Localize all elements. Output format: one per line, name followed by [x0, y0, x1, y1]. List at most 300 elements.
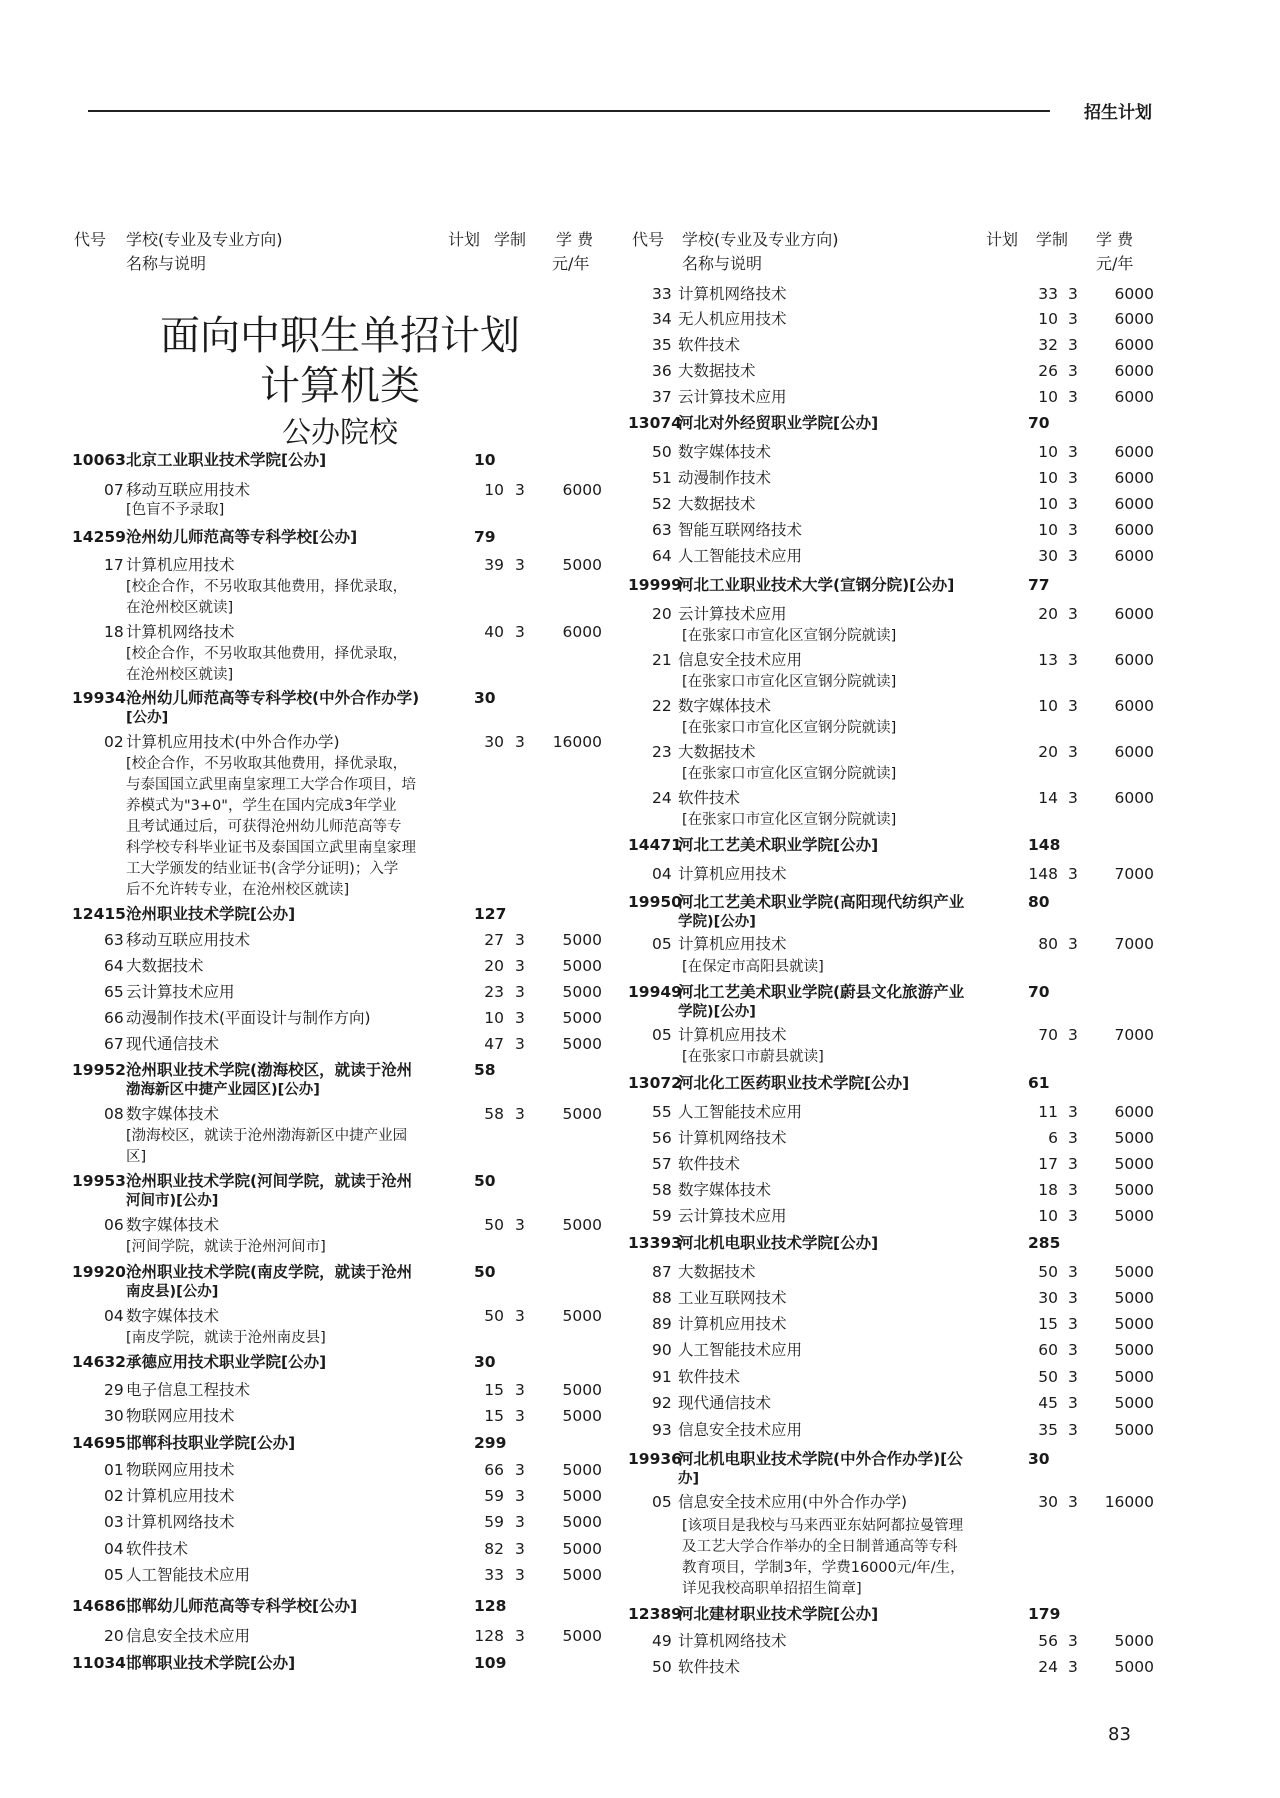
- major-plan: 10: [1038, 310, 1058, 328]
- major-name: 计算机应用技术: [126, 556, 235, 574]
- major-years: 3: [1068, 547, 1078, 565]
- major-plan: 20: [1038, 605, 1058, 623]
- school-name: 邯郸职业技术学院[公办]: [126, 1654, 296, 1672]
- major-code: 24: [652, 789, 672, 807]
- major-fee: 5000: [562, 1105, 602, 1123]
- major-years: 3: [515, 1540, 525, 1558]
- major-years: 3: [1068, 1181, 1078, 1199]
- major-fee: 7000: [1114, 865, 1154, 883]
- major-code: 88: [652, 1289, 672, 1307]
- major-years: 3: [1068, 1315, 1078, 1333]
- major-code: 50: [652, 443, 672, 461]
- school-code: 19920: [72, 1263, 126, 1281]
- school-name: 河北机电职业技术学院[公办]: [678, 1234, 879, 1252]
- major-fee: 5000: [562, 931, 602, 949]
- note-line: 学院)[公办]: [678, 914, 756, 930]
- major-years: 3: [1068, 362, 1078, 380]
- major-code: 04: [104, 1540, 124, 1558]
- major-fee: 16000: [552, 733, 602, 751]
- major-years: 3: [1068, 1207, 1078, 1225]
- major-name: 计算机应用技术: [678, 1315, 787, 1333]
- major-fee: 5000: [1114, 1315, 1154, 1333]
- major-code: 05: [652, 1493, 672, 1511]
- major-years: 3: [515, 1009, 525, 1027]
- school-name: 邯郸幼儿师范高等专科学校[公办]: [126, 1597, 358, 1615]
- major-fee: 6000: [1114, 651, 1154, 669]
- major-name: 信息安全技术应用(中外合作办学): [678, 1493, 908, 1511]
- school-plan: 70: [1028, 414, 1050, 432]
- major-plan: 80: [1038, 935, 1058, 953]
- header-fee-line1: 学 费: [556, 230, 594, 249]
- major-name: 数字媒体技术: [126, 1105, 220, 1123]
- school-code: 14695: [72, 1434, 126, 1452]
- school-plan: 30: [474, 689, 496, 707]
- major-name: 人工智能技术应用: [126, 1566, 251, 1584]
- school-plan: 80: [1028, 893, 1050, 911]
- major-name: 数字媒体技术: [126, 1216, 220, 1234]
- school-plan: 285: [1028, 1234, 1061, 1252]
- school-plan: 127: [474, 905, 507, 923]
- note-line: [河间学院，就读于沧州河间市]: [126, 1239, 326, 1255]
- header-school-line1: 学校(专业及专业方向): [126, 230, 283, 249]
- major-name: 物联网应用技术: [126, 1461, 235, 1479]
- major-name: 人工智能技术应用: [678, 1103, 803, 1121]
- note-line: [公办]: [126, 710, 169, 726]
- major-years: 3: [1068, 1155, 1078, 1173]
- major-plan: 70: [1038, 1026, 1058, 1044]
- school-code: 14632: [72, 1353, 126, 1371]
- school-name: 河北化工医药职业技术学院[公办]: [678, 1074, 910, 1092]
- major-years: 3: [515, 1487, 525, 1505]
- major-name: 云计算技术应用: [678, 605, 787, 623]
- major-name: 软件技术: [678, 1155, 741, 1173]
- page-number: 83: [1108, 1724, 1131, 1745]
- major-name: 工业互联网技术: [678, 1289, 787, 1307]
- major-plan: 11: [1038, 1103, 1058, 1121]
- note-line: 渤海新区中捷产业园区)[公办]: [126, 1082, 320, 1098]
- note-line: 且考试通过后，可获得沧州幼儿师范高等专: [126, 819, 402, 835]
- note-line: 南皮县)[公办]: [126, 1284, 219, 1300]
- major-plan: 30: [1038, 1289, 1058, 1307]
- major-years: 3: [515, 1461, 525, 1479]
- major-code: 52: [652, 495, 672, 513]
- school-plan: 61: [1028, 1074, 1050, 1092]
- school-name: 沧州幼儿师范高等专科学校[公办]: [126, 528, 358, 546]
- header-plan: 计划: [448, 230, 481, 249]
- major-fee: 5000: [562, 1381, 602, 1399]
- note-line: 养模式为"3+0"，学生在国内完成3年学业: [126, 798, 397, 814]
- major-plan: 82: [484, 1540, 504, 1558]
- major-years: 3: [1068, 469, 1078, 487]
- note-line: 与泰国国立武里南皇家理工大学合作项目，培: [126, 777, 416, 793]
- major-years: 3: [1068, 1289, 1078, 1307]
- school-plan: 70: [1028, 983, 1050, 1001]
- note-line: [在张家口市宣化区宣钢分院就读]: [682, 720, 897, 736]
- major-fee: 6000: [1114, 605, 1154, 623]
- school-code: 14471: [628, 836, 682, 854]
- major-years: 3: [1068, 336, 1078, 354]
- major-plan: 60: [1038, 1341, 1058, 1359]
- major-code: 04: [104, 1307, 124, 1325]
- major-years: 3: [1068, 697, 1078, 715]
- major-plan: 15: [484, 1381, 504, 1399]
- note-line: [在张家口市宣化区宣钢分院就读]: [682, 628, 897, 644]
- major-code: 67: [104, 1035, 124, 1053]
- major-plan: 20: [484, 957, 504, 975]
- major-fee: 6000: [1114, 362, 1154, 380]
- major-code: 63: [652, 521, 672, 539]
- major-name: 计算机网络技术: [678, 1129, 787, 1147]
- school-code: 13072: [628, 1074, 682, 1092]
- major-name: 云计算技术应用: [126, 983, 235, 1001]
- major-name: 信息安全技术应用: [678, 1421, 803, 1439]
- school-plan: 179: [1028, 1605, 1061, 1623]
- school-plan: 148: [1028, 836, 1061, 854]
- major-name: 动漫制作技术: [678, 469, 772, 487]
- major-name: 数字媒体技术: [678, 443, 772, 461]
- major-fee: 5000: [562, 1035, 602, 1053]
- major-code: 50: [652, 1658, 672, 1676]
- major-name: 电子信息工程技术: [126, 1381, 251, 1399]
- major-name: 信息安全技术应用: [126, 1627, 251, 1645]
- major-fee: 6000: [1114, 285, 1154, 303]
- note-line: [校企合作，不另收取其他费用，择优录取，: [126, 579, 408, 595]
- major-fee: 6000: [562, 623, 602, 641]
- major-years: 3: [515, 1035, 525, 1053]
- major-years: 3: [1068, 1263, 1078, 1281]
- school-name: 沧州职业技术学院(河间学院，就读于沧州: [126, 1172, 413, 1190]
- major-code: 07: [104, 481, 124, 499]
- note-line: 工大学颁发的结业证书(含学分证明)；入学: [126, 861, 399, 877]
- school-code: 12415: [72, 905, 126, 923]
- major-fee: 6000: [1114, 469, 1154, 487]
- major-fee: 5000: [562, 1566, 602, 1584]
- major-plan: 20: [1038, 743, 1058, 761]
- major-code: 87: [652, 1263, 672, 1281]
- school-name: 北京工业职业技术学院[公办]: [126, 451, 327, 469]
- school-code: 19952: [72, 1061, 126, 1079]
- major-name: 数字媒体技术: [678, 1181, 772, 1199]
- school-name: 承德应用技术职业学院[公办]: [126, 1353, 327, 1371]
- category-title: 计算机类: [260, 363, 420, 409]
- major-fee: 5000: [562, 1009, 602, 1027]
- major-name: 物联网应用技术: [126, 1407, 235, 1425]
- major-code: 02: [104, 733, 124, 751]
- major-name: 数字媒体技术: [678, 697, 772, 715]
- major-plan: 26: [1038, 362, 1058, 380]
- school-plan: 50: [474, 1172, 496, 1190]
- major-fee: 6000: [1114, 310, 1154, 328]
- major-code: 29: [104, 1381, 124, 1399]
- major-plan: 33: [484, 1566, 504, 1584]
- major-code: 02: [104, 1487, 124, 1505]
- major-years: 3: [515, 1513, 525, 1531]
- school-name: 河北工艺美术职业学院(高阳现代纺织产业: [678, 893, 965, 911]
- major-years: 3: [515, 556, 525, 574]
- major-years: 3: [515, 983, 525, 1001]
- major-fee: 5000: [1114, 1263, 1154, 1281]
- note-line: 办]: [678, 1471, 700, 1487]
- school-code: 14686: [72, 1597, 126, 1615]
- major-name: 软件技术: [678, 336, 741, 354]
- major-code: 33: [652, 285, 672, 303]
- major-fee: 6000: [562, 481, 602, 499]
- major-years: 3: [1068, 1368, 1078, 1386]
- note-line: [在张家口市宣化区宣钢分院就读]: [682, 766, 897, 782]
- school-plan: 30: [474, 1353, 496, 1371]
- school-name: 邯郸科技职业学院[公办]: [126, 1434, 296, 1452]
- school-name: 沧州幼儿师范高等专科学校(中外合作办学): [126, 689, 420, 707]
- school-code: 19999: [628, 576, 682, 594]
- major-code: 65: [104, 983, 124, 1001]
- major-plan: 10: [1038, 495, 1058, 513]
- major-fee: 5000: [562, 1307, 602, 1325]
- school-name: 河北建材职业技术学院[公办]: [678, 1605, 879, 1623]
- major-code: 64: [104, 957, 124, 975]
- major-plan: 10: [1038, 469, 1058, 487]
- major-years: 3: [515, 733, 525, 751]
- major-years: 3: [1068, 388, 1078, 406]
- note-line: 在沧州校区就读]: [126, 667, 234, 683]
- major-fee: 5000: [562, 556, 602, 574]
- major-years: 3: [515, 481, 525, 499]
- major-fee: 5000: [1114, 1394, 1154, 1412]
- major-plan: 17: [1038, 1155, 1058, 1173]
- major-plan: 30: [1038, 547, 1058, 565]
- major-fee: 5000: [562, 983, 602, 1001]
- major-name: 云计算技术应用: [678, 388, 787, 406]
- major-code: 34: [652, 310, 672, 328]
- note-line: [南皮学院，就读于沧州南皮县]: [126, 1330, 326, 1346]
- major-years: 3: [1068, 1026, 1078, 1044]
- header-rule: [88, 110, 1050, 112]
- major-name: 现代通信技术: [678, 1394, 772, 1412]
- school-code: 13393: [628, 1234, 682, 1252]
- major-years: 3: [515, 623, 525, 641]
- major-code: 58: [652, 1181, 672, 1199]
- major-code: 59: [652, 1207, 672, 1225]
- major-code: 17: [104, 556, 124, 574]
- major-years: 3: [1068, 285, 1078, 303]
- school-code: 19950: [628, 893, 682, 911]
- major-years: 3: [515, 1627, 525, 1645]
- major-fee: 6000: [1114, 443, 1154, 461]
- major-name: 人工智能技术应用: [678, 1341, 803, 1359]
- major-fee: 6000: [1114, 336, 1154, 354]
- major-fee: 5000: [1114, 1155, 1154, 1173]
- header-school-line2: 名称与说明: [126, 254, 207, 273]
- major-plan: 10: [484, 481, 504, 499]
- major-code: 89: [652, 1315, 672, 1333]
- major-fee: 5000: [1114, 1289, 1154, 1307]
- major-name: 软件技术: [678, 1658, 741, 1676]
- major-fee: 7000: [1114, 1026, 1154, 1044]
- major-plan: 23: [484, 983, 504, 1001]
- major-code: 30: [104, 1407, 124, 1425]
- note-line: 在沧州校区就读]: [126, 600, 234, 616]
- major-fee: 6000: [1114, 1103, 1154, 1121]
- major-years: 3: [1068, 1421, 1078, 1439]
- note-line: [在张家口市蔚县就读]: [682, 1049, 824, 1065]
- note-line: [渤海校区，就读于沧州渤海新区中捷产业园: [126, 1128, 408, 1144]
- major-name: 现代通信技术: [126, 1035, 220, 1053]
- major-name: 计算机网络技术: [678, 1632, 787, 1650]
- major-plan: 27: [484, 931, 504, 949]
- major-name: 移动互联应用技术: [126, 481, 251, 499]
- header-plan: 计划: [986, 230, 1019, 249]
- major-plan: 10: [1038, 388, 1058, 406]
- major-code: 35: [652, 336, 672, 354]
- major-code: 37: [652, 388, 672, 406]
- major-fee: 16000: [1104, 1493, 1154, 1511]
- header-fee-line2: 元/年: [1096, 254, 1134, 273]
- major-code: 08: [104, 1105, 124, 1123]
- major-plan: 47: [484, 1035, 504, 1053]
- school-name: 沧州职业技术学院(南皮学院，就读于沧州: [126, 1263, 413, 1281]
- note-line: 及工艺大学合作举办的全日制普通高等专科: [682, 1539, 958, 1555]
- major-plan: 15: [1038, 1315, 1058, 1333]
- header-years: 学制: [1036, 230, 1069, 249]
- major-fee: 5000: [1114, 1368, 1154, 1386]
- header-school-line1: 学校(专业及专业方向): [682, 230, 839, 249]
- major-name: 计算机应用技术: [678, 865, 787, 883]
- major-plan: 18: [1038, 1181, 1058, 1199]
- major-fee: 5000: [562, 1216, 602, 1234]
- school-name: 河北对外经贸职业学院[公办]: [678, 414, 879, 432]
- major-code: 04: [652, 865, 672, 883]
- major-plan: 10: [1038, 521, 1058, 539]
- school-plan: 299: [474, 1434, 507, 1452]
- major-fee: 5000: [562, 1487, 602, 1505]
- school-name: 河北工业职业技术大学(宣钢分院)[公办]: [678, 576, 955, 594]
- major-fee: 5000: [562, 1407, 602, 1425]
- major-years: 3: [1068, 1658, 1078, 1676]
- major-years: 3: [1068, 605, 1078, 623]
- major-plan: 59: [484, 1487, 504, 1505]
- major-name: 计算机应用技术: [678, 935, 787, 953]
- major-years: 3: [515, 957, 525, 975]
- major-plan: 10: [1038, 697, 1058, 715]
- major-fee: 6000: [1114, 388, 1154, 406]
- header-years: 学制: [494, 230, 527, 249]
- school-code: 14259: [72, 528, 126, 546]
- major-fee: 6000: [1114, 789, 1154, 807]
- major-plan: 10: [1038, 443, 1058, 461]
- major-name: 计算机应用技术: [126, 1487, 235, 1505]
- major-name: 移动互联应用技术: [126, 931, 251, 949]
- note-line: 河间市)[公办]: [126, 1193, 219, 1209]
- major-plan: 30: [1038, 1493, 1058, 1511]
- major-plan: 13: [1038, 651, 1058, 669]
- major-name: 大数据技术: [678, 1263, 756, 1281]
- major-fee: 5000: [1114, 1129, 1154, 1147]
- major-fee: 6000: [1114, 547, 1154, 565]
- school-plan: 50: [474, 1263, 496, 1281]
- major-years: 3: [515, 1216, 525, 1234]
- major-name: 计算机网络技术: [126, 623, 235, 641]
- school-name: 河北工艺美术职业学院(蔚县文化旅游产业: [678, 983, 965, 1001]
- major-code: 63: [104, 931, 124, 949]
- major-code: 20: [104, 1627, 124, 1645]
- major-fee: 5000: [1114, 1658, 1154, 1676]
- school-plan: 79: [474, 528, 496, 546]
- note-line: 科学校专科毕业证书及泰国国立武里南皇家理: [126, 840, 416, 856]
- major-name: 计算机网络技术: [678, 285, 787, 303]
- school-name: 沧州职业技术学院(渤海校区，就读于沧州: [126, 1061, 413, 1079]
- major-fee: 6000: [1114, 521, 1154, 539]
- school-plan: 109: [474, 1654, 507, 1672]
- major-name: 大数据技术: [126, 957, 204, 975]
- major-years: 3: [515, 1566, 525, 1584]
- header-code: 代号: [632, 230, 665, 249]
- major-name: 大数据技术: [678, 743, 756, 761]
- note-line: [校企合作，不另收取其他费用，择优录取，: [126, 756, 408, 772]
- major-code: 06: [104, 1216, 124, 1234]
- major-plan: 40: [484, 623, 504, 641]
- major-plan: 50: [484, 1307, 504, 1325]
- major-name: 无人机应用技术: [678, 310, 787, 328]
- school-plan: 77: [1028, 576, 1050, 594]
- major-fee: 5000: [562, 1540, 602, 1558]
- major-plan: 6: [1048, 1129, 1058, 1147]
- major-years: 3: [1068, 1341, 1078, 1359]
- major-plan: 35: [1038, 1421, 1058, 1439]
- major-fee: 5000: [1114, 1181, 1154, 1199]
- school-name: 河北工艺美术职业学院[公办]: [678, 836, 879, 854]
- major-code: 91: [652, 1368, 672, 1386]
- major-plan: 58: [484, 1105, 504, 1123]
- school-plan: 30: [1028, 1450, 1050, 1468]
- major-fee: 5000: [562, 1627, 602, 1645]
- major-name: 数字媒体技术: [126, 1307, 220, 1325]
- major-fee: 6000: [1114, 743, 1154, 761]
- school-code: 19936: [628, 1450, 682, 1468]
- note-line: [色盲不予录取]: [126, 502, 225, 518]
- major-fee: 5000: [562, 957, 602, 975]
- major-years: 3: [515, 1407, 525, 1425]
- major-code: 21: [652, 651, 672, 669]
- major-code: 05: [104, 1566, 124, 1584]
- major-code: 05: [652, 1026, 672, 1044]
- note-line: 学院)[公办]: [678, 1004, 756, 1020]
- main-title: 面向中职生单招计划: [160, 313, 520, 359]
- major-plan: 10: [1038, 1207, 1058, 1225]
- major-code: 55: [652, 1103, 672, 1121]
- major-plan: 59: [484, 1513, 504, 1531]
- major-years: 3: [515, 1381, 525, 1399]
- school-name: 河北机电职业技术学院(中外合作办学)[公: [678, 1450, 963, 1468]
- major-years: 3: [1068, 743, 1078, 761]
- note-line: 教育项目，学制3年，学费16000元/年/生，: [682, 1560, 965, 1576]
- major-plan: 66: [484, 1461, 504, 1479]
- major-code: 57: [652, 1155, 672, 1173]
- major-code: 18: [104, 623, 124, 641]
- school-code: 10063: [72, 451, 126, 469]
- note-line: [在保定市高阳县就读]: [682, 959, 824, 975]
- major-code: 90: [652, 1341, 672, 1359]
- note-line: 详见我校高职单招招生简章]: [682, 1581, 862, 1597]
- major-years: 3: [1068, 651, 1078, 669]
- major-code: 56: [652, 1129, 672, 1147]
- school-code: 11034: [72, 1654, 126, 1672]
- major-code: 51: [652, 469, 672, 487]
- major-plan: 50: [484, 1216, 504, 1234]
- note-line: 后不允许转专业，在沧州校区就读]: [126, 882, 350, 898]
- major-plan: 39: [484, 556, 504, 574]
- school-code: 13074: [628, 414, 682, 432]
- school-code: 12389: [628, 1605, 682, 1623]
- major-years: 3: [1068, 310, 1078, 328]
